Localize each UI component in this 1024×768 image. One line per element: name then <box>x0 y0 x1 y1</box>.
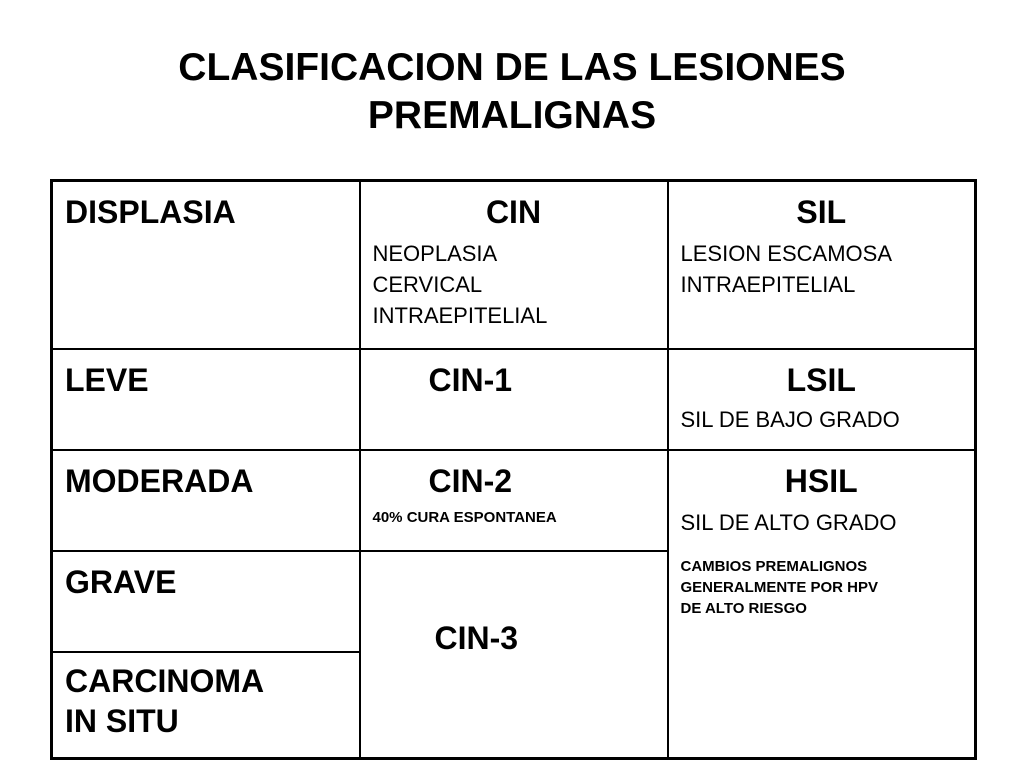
cell-cin-3 <box>360 551 668 759</box>
page-title <box>0 44 1024 140</box>
row-label-moderada: MODERADA <box>65 462 254 499</box>
classification-table <box>50 179 977 760</box>
row-label-grave: GRAVE <box>65 563 177 600</box>
cell-grave-label <box>52 551 360 652</box>
cin-desc-line-3: INTRAEPITELIAL <box>372 303 548 328</box>
cell-leve-label <box>52 349 360 450</box>
lsil-value: LSIL <box>786 361 856 398</box>
cin-desc-line-1: NEOPLASIA <box>372 241 498 266</box>
row-label-leve: LEVE <box>65 361 149 398</box>
hsil-note-line-2: GENERALMENTE POR HPV <box>680 578 879 596</box>
hsil-note-line-3: DE ALTO RIESGO <box>680 599 807 617</box>
cin-3-value: CIN-3 <box>434 619 519 656</box>
header-displasia: DISPLASIA <box>65 194 236 230</box>
hsil-value: HSIL <box>784 462 858 499</box>
cin-2-note: 40% CURA ESPONTANEA <box>372 508 557 526</box>
cell-cin-header <box>360 181 668 349</box>
header-sil: SIL <box>796 194 847 230</box>
cell-moderada-cin <box>360 450 668 551</box>
sil-desc-line-2: INTRAEPITELIAL <box>680 272 856 297</box>
cin-2-value: CIN-2 <box>428 462 513 499</box>
table-row-leve <box>52 349 976 450</box>
cell-leve-sil <box>668 349 976 450</box>
cell-sil-header <box>668 181 976 349</box>
cell-leve-cin <box>360 349 668 450</box>
cin-1-value: CIN-1 <box>428 361 513 398</box>
carcinoma-line-1: CARCINOMA <box>65 662 265 699</box>
cell-carcinoma-label <box>52 652 360 759</box>
cell-moderada-label <box>52 450 360 551</box>
hsil-desc: SIL DE ALTO GRADO <box>680 509 897 535</box>
table-row-header <box>52 181 976 349</box>
title-line-1: CLASIFICACION DE LAS LESIONES <box>178 46 846 89</box>
header-cin: CIN <box>485 194 542 230</box>
hsil-note-line-1: CAMBIOS PREMALIGNOS <box>680 557 868 575</box>
cell-hsil <box>668 450 976 759</box>
table-row-moderada <box>52 450 976 551</box>
title-line-2: PREMALIGNAS <box>367 94 657 137</box>
cin-desc-line-2: CERVICAL <box>372 272 483 297</box>
sil-desc-line-1: LESION ESCAMOSA <box>680 241 893 266</box>
carcinoma-line-2: IN SITU <box>65 702 179 739</box>
row-label-carcinoma <box>53 653 359 741</box>
lsil-desc: SIL DE BAJO GRADO <box>680 406 900 432</box>
cell-displasia-header <box>52 181 360 349</box>
